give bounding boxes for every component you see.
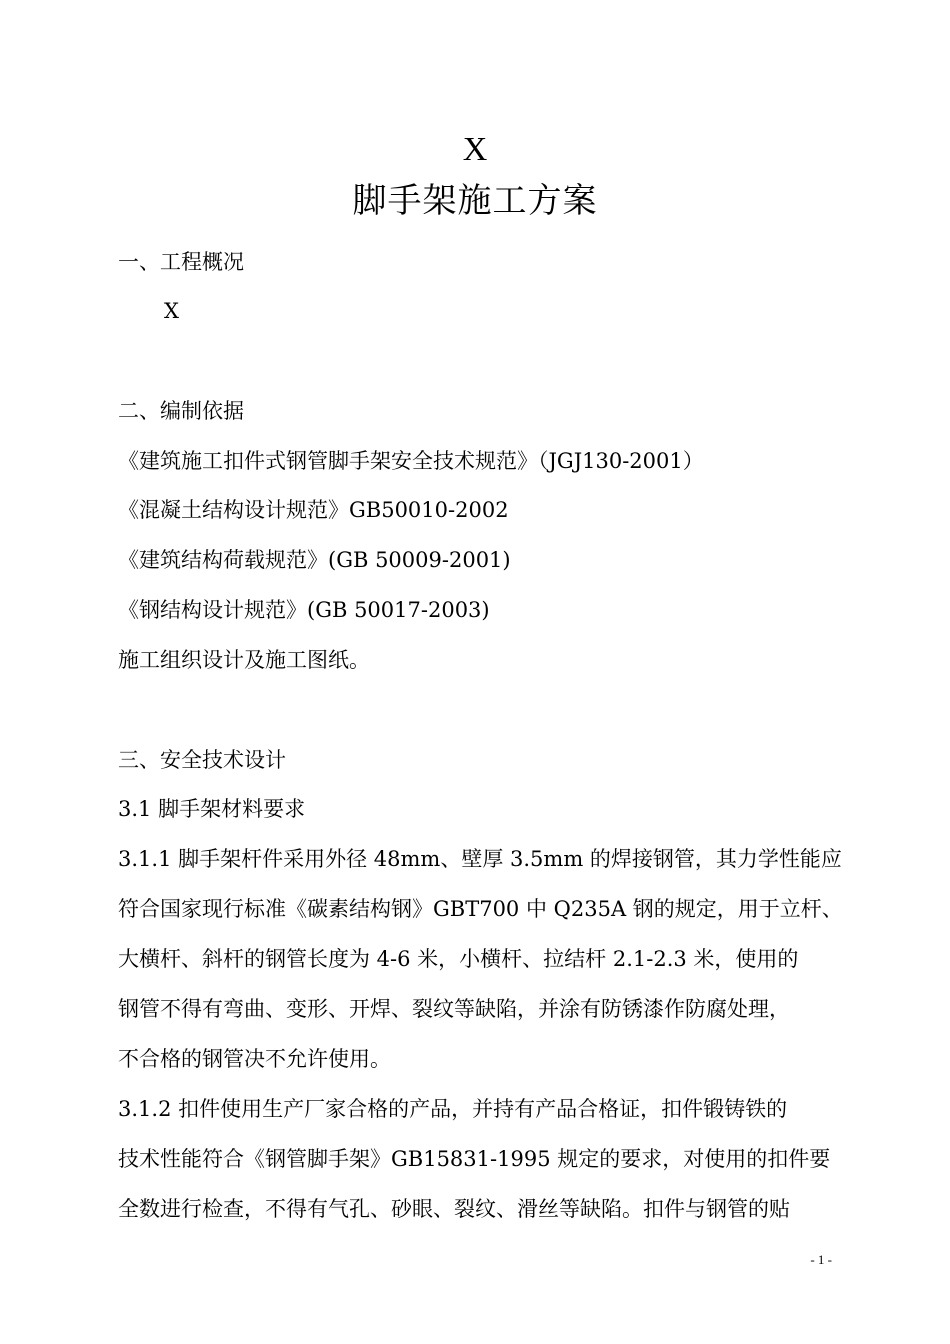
reference-item: 《建筑结构荷载规范》(GB 50009-2001)	[118, 548, 511, 572]
paragraph-line: 3.1.1 脚手架杆件采用外径 48mm、壁厚 3.5mm 的焊接钢管，其力学性能应	[118, 847, 842, 871]
paragraph-line: 3.1.2 扣件使用生产厂家合格的产品，并持有产品合格证，扣件锻铸铁的	[118, 1097, 788, 1121]
paragraph-line: 技术性能符合《钢管脚手架》GB15831-1995 规定的要求，对使用的扣件要	[118, 1147, 831, 1171]
section-3-heading: 三、安全技术设计	[118, 748, 286, 772]
section-1-body: X	[164, 299, 179, 323]
reference-item: 施工组织设计及施工图纸。	[118, 648, 370, 672]
paragraph-line: 不合格的钢管决不允许使用。	[118, 1047, 391, 1071]
reference-item: 《混凝土结构设计规范》GB50010-2002	[118, 498, 509, 522]
paragraph-3-1-2	[118, 1084, 834, 1234]
page-number: - 1 -	[810, 1252, 832, 1267]
reference-item: 《建筑施工扣件式钢管脚手架安全技术规范》（JGJ130-2001）	[118, 449, 704, 473]
paragraph-3-1-1	[118, 834, 843, 1084]
subsection-3-1-heading: 3.1 脚手架材料要求	[118, 797, 306, 821]
paragraph-line: 全数进行检查，不得有气孔、砂眼、裂纹、滑丝等缺陷。扣件与钢管的贴	[118, 1197, 790, 1221]
section-2-heading: 二、编制依据	[118, 399, 244, 423]
document-title: 脚手架施工方案	[352, 181, 598, 221]
paragraph-line: 符合国家现行标准《碳素结构钢》GBT700 中 Q235A 钢的规定，用于立杆、	[118, 897, 843, 921]
section-1-heading: 一、工程概况	[118, 250, 244, 274]
document-top-mark: X	[462, 131, 488, 168]
paragraph-line: 钢管不得有弯曲、变形、开焊、裂纹等缺陷，并涂有防锈漆作防腐处理，	[118, 997, 790, 1021]
paragraph-line: 大横杆、斜杆的钢管长度为 4-6 米，小横杆、拉结杆 2.1-2.3 米，使用的	[118, 947, 799, 971]
reference-item: 《钢结构设计规范》(GB 50017-2003)	[118, 598, 490, 622]
